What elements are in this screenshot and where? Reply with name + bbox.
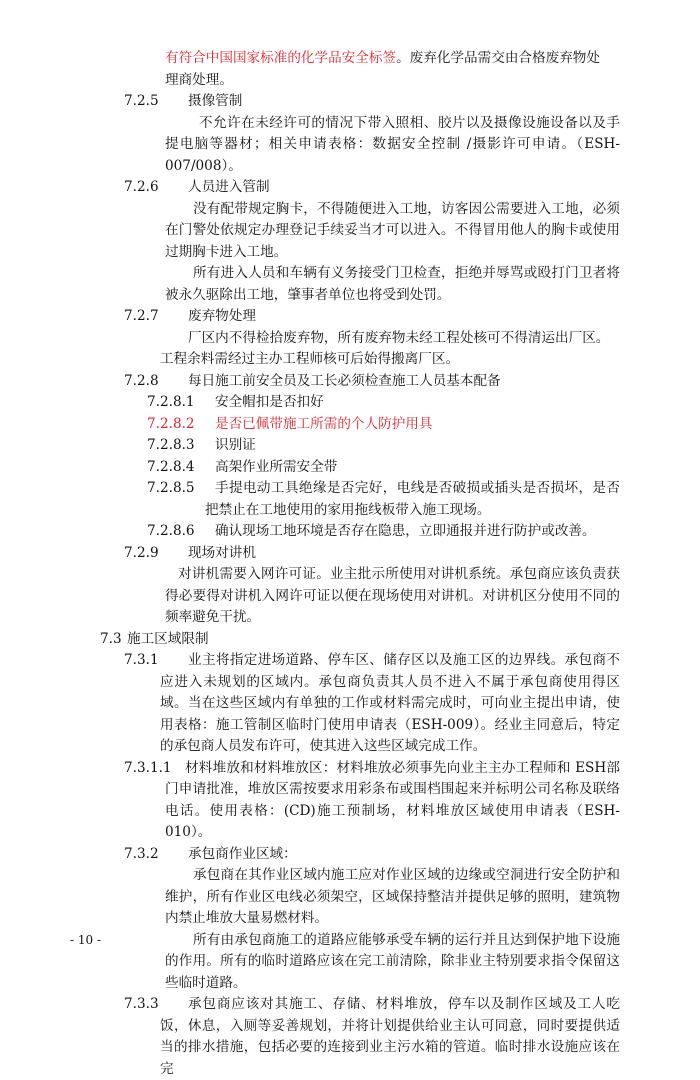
page-number: - 10 -: [70, 933, 102, 947]
section-number: 7.2.6: [124, 179, 159, 195]
section-7-3-3: [0, 994, 700, 1080]
section-body-7-2-7-line2: 工程余料需经过主办工程师核可后始得搬离厂区。: [160, 351, 460, 367]
list-item-7-2-8-3: 7.2.8.3 识别证: [147, 437, 256, 453]
section-body-7-2-5: 不允许在未经许可的情况下带入照相、胶片以及摄像设施设备以及手提电脑等器材；相关申请表格：数据安全控制 /摄影许可申请。（ESH-007/008）。: [165, 114, 620, 174]
section-title: 摄像管制: [188, 93, 243, 109]
list-item-7-2-8-6: 7.2.8.6 确认现场工地环境是否存在隐患，立即通报并进行防护或改善。: [147, 523, 596, 539]
section-heading-7-2-6: [0, 177, 700, 199]
section-number: 7.3: [100, 630, 122, 647]
section-body-7-2-6-p1: 没有配带规定胸卡，不得随便进入工地，访客因公需要进入工地，必须在门警处依规定办理登记手续妥当才可以进入。不得冒用他人的胸卡或使用过期胸卡进入工地。: [165, 200, 620, 260]
section-body-7-2-7-line1: 厂区内不得检拾废弃物，所有废弃物未经工程处核可不得清运出厂区。: [188, 329, 610, 346]
section-title: 施工区域限制: [127, 630, 209, 647]
section-body-7-2-6-p2: 所有进入人员和车辆有义务接受门卫检查，拒绝并辱骂或殴打门卫者将被永久驱除出工地，肇事者单位也将受到处罚。: [165, 265, 620, 303]
section-7-3-1-1: [0, 758, 700, 844]
document-page: [0, 48, 700, 1080]
section-title: 人员进入管制: [188, 179, 270, 195]
section-number: 7.3.3: [124, 996, 159, 1012]
section-body-7-3-2-p1: 承包商在其作业区域内施工应对作业区域的边缘或空洞进行安全防护和维护，所有作业区电线必须架空，区域保持整洁并提供足够的照明，建筑物内禁止堆放大量易燃材料。: [165, 867, 620, 926]
chemical-label-highlight: 有符合中国国家标准的化学品安全标签: [165, 50, 397, 66]
list-item-7-2-8-4: 7.2.8.4 高架作业所需安全带: [147, 458, 338, 475]
section-number: 7.2.9: [124, 544, 159, 561]
section-title: 每日施工前安全员及工长必须检查施工人员基本配备: [188, 372, 501, 389]
section-title: 废弃物处理: [188, 308, 256, 324]
section-number: 7.2.8: [124, 372, 159, 389]
section-body-7-3-1-1: 材料堆放和材料堆放区：材料堆放必须事先向业主主办工程师和 ESH部门申请批准，堆放区需按要求用彩条布或围档围起来并标明公司名称及联络电话。使用表格：(CD)施工预制场，材料堆放区域使用申请表（ESH-010）。: [165, 759, 620, 840]
list-item-7-2-8-2: 7.2.8.2 是否已佩带施工所需的个人防护用具: [147, 415, 433, 432]
section-heading-7-2-5: [0, 91, 700, 113]
section-heading-7-3: [0, 629, 700, 651]
section-heading-7-2-7: [0, 306, 700, 328]
list-item-7-2-8-5: 7.2.8.5 手提电动工具绝缘是否完好，电线是否破损或插头是否损坏，是否把禁止在工地使用的家用拖线板带入施工现场。: [147, 480, 620, 518]
section-body-7-3-2-p2: 所有由承包商施工的道路应能够承受车辆的运行并且达到保护地下设施的作用。所有的临时道路应该在完工前清除，除非业主特别要求指令保留这些临时道路。: [165, 931, 620, 991]
section-heading-7-2-9: [0, 543, 700, 565]
section-number: 7.3.1.1: [124, 759, 172, 776]
section-body-7-3-3: 承包商应该对其施工、存储、材料堆放，停车以及制作区域及工人吃饭，休息，入厕等妥善规划，并将计划提供给业主认可同意，同时要提供适当的排水措施，包括必要的连接到业主污水箱的管道。临时排水设施应该在完: [160, 996, 620, 1077]
section-body-7-2-9: 对讲机需要入网许可证。业主批示所使用对讲机系统。承包商应该负责获得必要得对讲机入网许可证以便在现场使用对讲机。对讲机区分使用不同的频率避免干扰。: [165, 566, 620, 625]
section-number: 7.3.2: [124, 845, 159, 862]
section-7-3-1: [0, 650, 700, 758]
section-heading-7-2-8: [0, 371, 700, 393]
list-item-7-2-8-1: 7.2.8.1 安全帽扣是否扣好: [147, 394, 324, 410]
section-number: 7.2.5: [124, 93, 159, 109]
section-heading-7-3-2: [0, 844, 700, 866]
intro-text-rest: 。废弃化学品需交由合格废弃物处: [396, 50, 600, 66]
section-title: 承包商作业区域：: [188, 845, 297, 862]
section-number: 7.3.1: [124, 652, 159, 668]
section-body-7-3-1: 业主将指定进场道路、停车区、储存区以及施工区的边界线。承包商不应进入未规划的区域内。承包商负责其人员不进入不属于承包商使用得区域。当在这些区域内有单独的工作或材料需完成时，可向业主提出申请，使用表格：施工管制区临时门使用申请表（ESH-009）。经业主同意后，特定的承包商人员发布许可，使其进入这些区域完成工作。: [160, 652, 620, 754]
section-title: 现场对讲机: [188, 544, 256, 561]
intro-paragraph: [165, 48, 620, 91]
intro-text-line2: 理商处理。: [165, 71, 233, 88]
section-number: 7.2.7: [124, 308, 159, 324]
